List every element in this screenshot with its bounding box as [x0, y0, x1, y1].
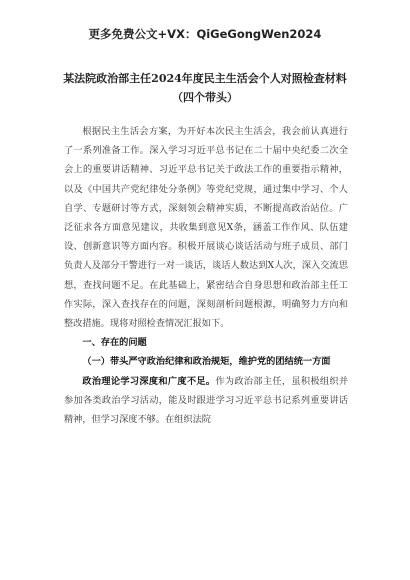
- point-paragraph: [64, 372, 348, 430]
- section-heading: 一、存在的问题: [82, 337, 147, 349]
- subsection-heading: （一）带头严守政治纪律和政治规矩，维护党的团结统一方面: [82, 356, 331, 368]
- document-body: [64, 122, 348, 429]
- document-subtitle: （四个带头）: [172, 91, 238, 104]
- point-lead: 政治理论学习深度和广度不足。: [82, 375, 216, 387]
- watermark-text: 更多免费公文+VX：QiGeGongWen2024: [88, 27, 322, 41]
- document-title: 某法院政治部主任2024年度民主生活会个人对照检查材料: [63, 72, 347, 85]
- point-text: 作为政治部主任，虽积极组织并参加各类政治学习活动，能及时跟进学习习近平总书记系列重要讲话精神，但学习深度不够。在组织法院: [64, 375, 349, 426]
- intro-paragraph: 根据民主生活会方案，为开好本次民主生活会，我会前认真进行了一系列准备工作。深入学习习近平总书记在二十届中央纪委二次全会上的重要讲话精神、习近平总书记关于政法工作的重要指示精神，以及《中国共产党纪律处分条例》等党纪党规，通过集中学习、个人自学、专题研讨等方式，深刻领会精神实质，不断提高政治站位。广泛征求各方面意见建议，共收集到意见X条，涵盖工作作风、队伍建设、创新意识等方面内容。积极开展谈心谈话活动与班子成员、部门负责人及部分干警进行一对一谈话，谈话人数达到X人次，深入交流思想，查找问题不足。在此基础上，紧密结合自身思想和政治部主任工作实际，深入查找存在的问题，深刻剖析问题根源，明确努力方向和整改措施。现将对照检查情况汇报如下。: [64, 126, 348, 330]
